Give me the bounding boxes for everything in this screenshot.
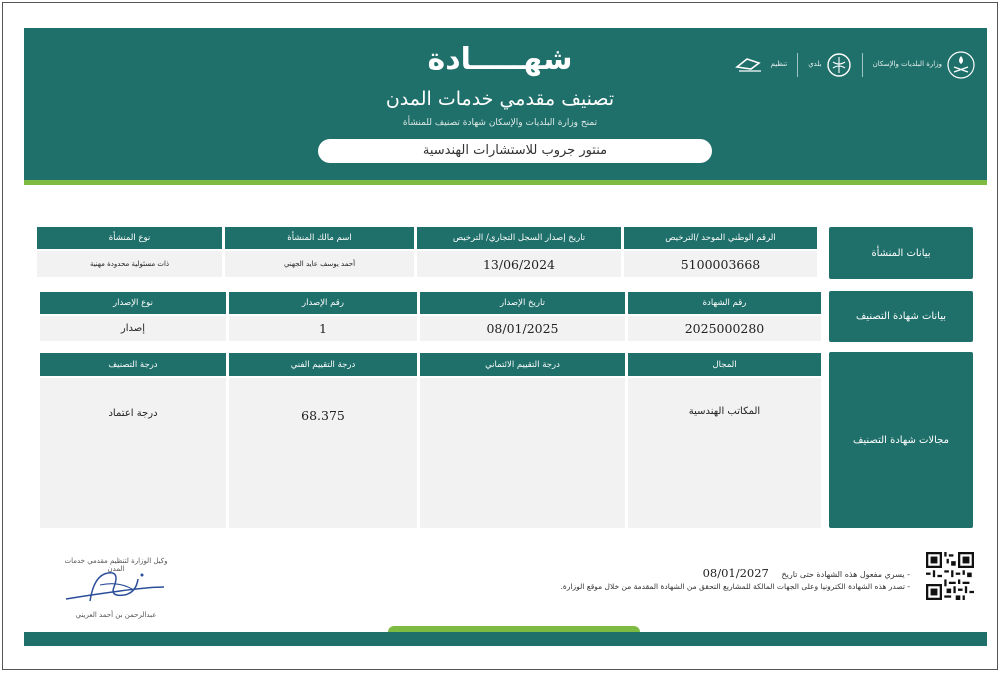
certificate-subtitle: تصنيف مقدمي خدمات المدن (385, 88, 615, 110)
issue-date-value: 08/01/2025 (420, 316, 625, 341)
owner-name-value: أحمد يوسف عايد الجهني (225, 251, 414, 277)
holder-name-pill: منتور جروب للاستشارات الهندسية (318, 139, 712, 163)
tanzeem-logo (733, 55, 788, 75)
header-logos (733, 50, 976, 80)
signer-name: عبدالرحمن بن أحمد العريني (75, 611, 157, 619)
certificate-col-header: نوع الإصدار (40, 292, 226, 314)
fields-section-label: مجالات شهادة التصنيف (829, 352, 973, 528)
facility-col-header: اسم مالك المنشأة (225, 227, 414, 249)
field-domain-value: المكاتب الهندسية (628, 378, 821, 528)
logo-divider (797, 53, 798, 77)
balady-icon (826, 52, 852, 78)
unified-number-value: 5100003668 (624, 251, 817, 277)
signer-title: وكيل الوزارة لتنظيم مقدمي خدمات المدن (64, 557, 168, 573)
fields-col-header: درجة التقييم الفني (229, 353, 417, 376)
issue-type-value: إصدار (40, 316, 226, 341)
validity-text: - يسري مفعول هذه الشهادة حتى تاريخ (781, 570, 910, 579)
certificate-number-value: 2025000280 (628, 316, 821, 341)
certificate-col-header: رقم الشهادة (628, 292, 821, 314)
grant-statement: تمنح وزارة البلديات والإسكان شهادة تصنيف للمنشأة (402, 118, 598, 128)
balady-logo (808, 52, 851, 78)
validity-statement (480, 566, 910, 580)
ministry-logo-text: وزارة البلديات والإسكان (872, 60, 942, 69)
signature-icon (60, 565, 170, 609)
balady-logo-text: بلدي (808, 60, 822, 69)
certificate-section-label: بيانات شهادة التصنيف (829, 291, 973, 342)
fields-col-header: المجال (628, 353, 821, 376)
tanzeem-logo-text: تنظيم (770, 60, 788, 69)
header-accent-stripe (24, 180, 987, 185)
issue-number-value: 1 (229, 316, 417, 341)
credit-rating-value (420, 378, 625, 528)
facility-section-label: بيانات المنشأة (829, 227, 973, 279)
footer-band (24, 632, 987, 646)
technical-rating-value: 68.375 (229, 378, 417, 528)
ministry-emblem-icon (946, 50, 976, 80)
fields-col-header: درجة التصنيف (40, 353, 226, 376)
ministry-logo (873, 50, 976, 80)
registration-date-value: 13/06/2024 (417, 251, 621, 277)
tanzeem-icon (733, 55, 767, 75)
classification-grade-value: درجة اعتماد (40, 378, 226, 528)
valid-until-date: 08/01/2027 (702, 566, 769, 580)
logo-divider (862, 53, 863, 77)
fields-col-header: درجة التقييم الائتماني (420, 353, 625, 376)
facility-col-header: الرقم الوطني الموحد /الترخيص (624, 227, 817, 249)
facility-type-value: ذات مسئولية محدودة مهنية (37, 251, 222, 277)
certificate-title: شهـــــادة (427, 42, 573, 77)
certificate-col-header: رقم الإصدار (229, 292, 417, 314)
verification-statement: - تصدر هذه الشهادة الكترونيا وعلى الجهات المالكة للمشاريع التحقق من الشهادة المقدمة من خلال موقع الوزارة. (560, 582, 910, 591)
facility-col-header: نوع المنشأة (37, 227, 222, 249)
facility-col-header: تاريخ إصدار السجل التجاري/ الترخيص (417, 227, 621, 249)
qr-code-icon (926, 552, 974, 600)
certificate-col-header: تاريخ الإصدار (420, 292, 625, 314)
